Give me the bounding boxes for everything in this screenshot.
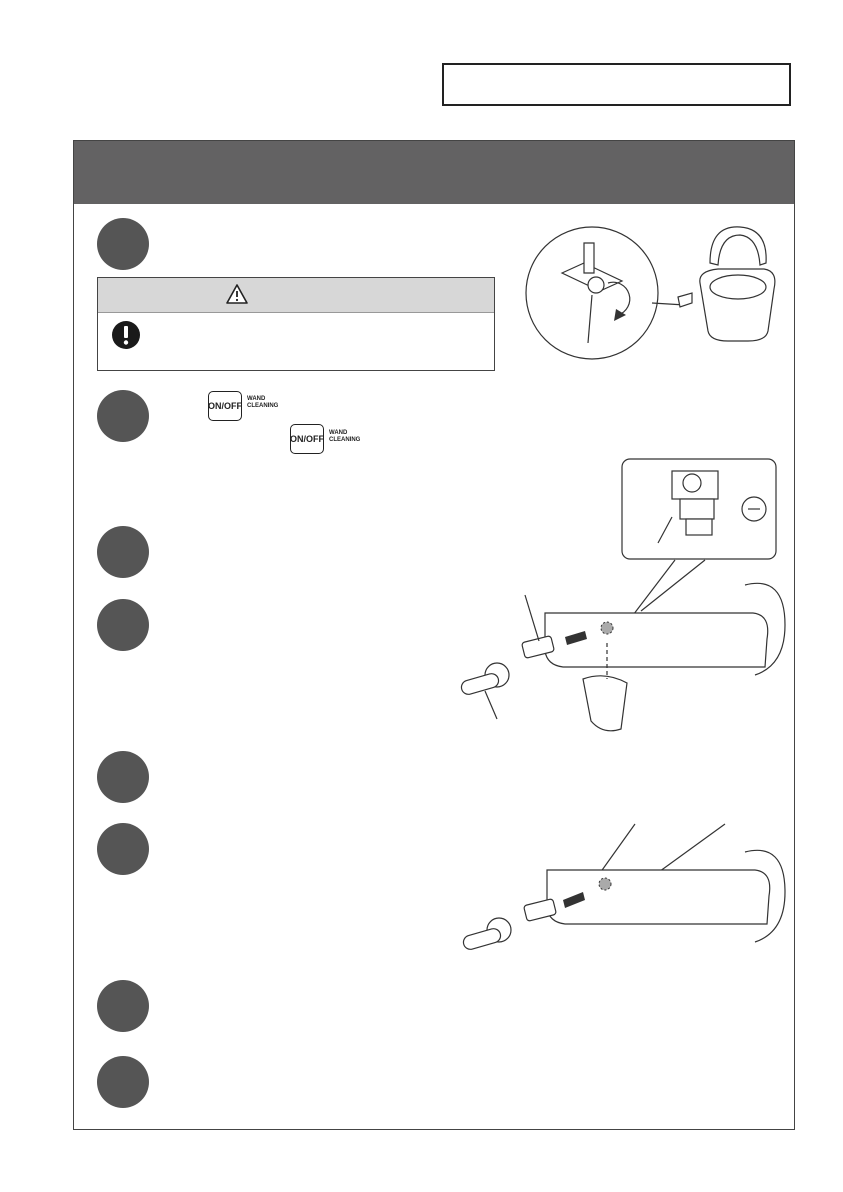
wand-cleaning-label [247,396,278,410]
nozzle-removal-illustration [455,555,785,735]
section-header-band [74,141,794,204]
wand-label-line1: WAND [247,396,266,402]
step-marker-6 [97,823,149,875]
nozzle-reinstall-illustration [455,822,785,962]
wand-cleaning-label-2 [329,430,360,444]
exclamation-circle-icon [111,320,141,350]
step-marker-3 [97,526,149,578]
step-marker-7 [97,980,149,1032]
nozzle-inset-illustration [620,457,780,562]
on-off-label: ON/OFF [208,401,242,411]
on-off-button-icon [208,391,242,421]
step-marker-5 [97,751,149,803]
step-marker-1 [97,218,149,270]
wand-label-2-line1: WAND [329,430,348,436]
page-title-box [442,63,791,106]
step-marker-2 [97,390,149,442]
wand-label-2-line2: CLEANING [329,437,361,443]
step-marker-4 [97,599,149,651]
caution-header [98,278,494,313]
warning-triangle-icon [226,283,248,305]
wand-label-line2: CLEANING [247,403,279,409]
water-valve-illustration [522,223,782,363]
on-off-label-2: ON/OFF [290,434,324,444]
caution-box [97,277,495,371]
step-marker-8 [97,1056,149,1108]
on-off-button-icon-2 [290,424,324,454]
